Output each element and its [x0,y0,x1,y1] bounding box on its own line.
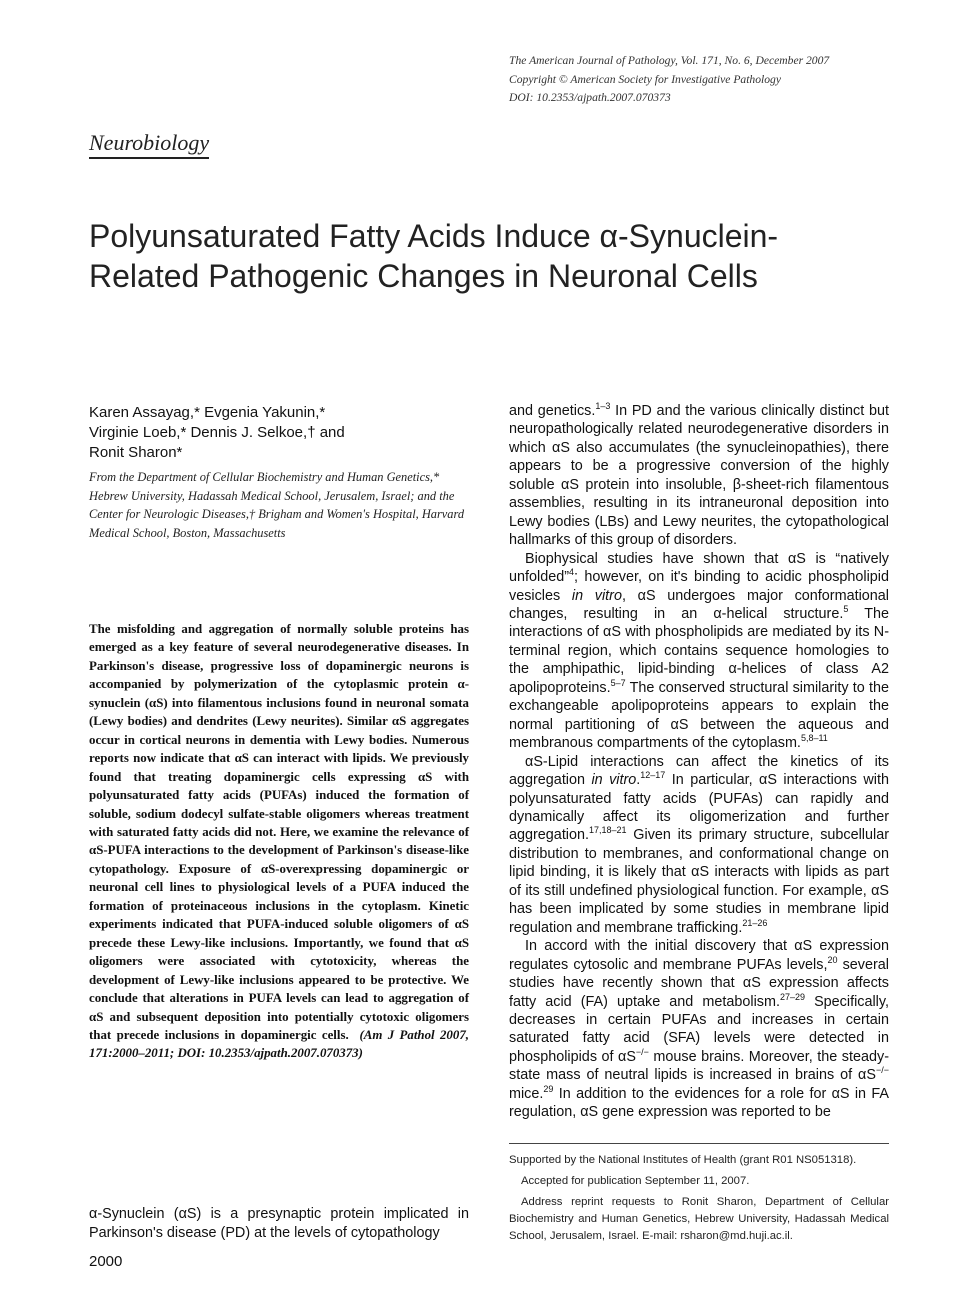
footnotes [509,1152,889,1249]
footnote-address: Address reprint requests to Ronit Sharon, Department of Cellular Biochemistry and Human Genetics, Hebrew University, Hadassah Medical School, Jerusalem, Israel. E-mail: rsharon@md.huji.ac.il. [509,1196,889,1242]
intro-paragraph: α-Synuclein (αS) is a presynaptic protein implicated in Parkinson's disease (PD) at the levels of cytopathology [89,1206,469,1241]
body-paragraph: and genetics.$^{1-3}$ In PD and the various clinically distinct but neuropathologically related neurodegenerative disorders in which αS also accumulates (the synucleinopathies), there appears to be a progressive conversion of the highly soluble αS protein into insoluble, β-sheet-rich filamentous assemblies, resulting in its intraneuronal deposition into Lewy bodies (LBs) and Lewy neurites, the cytopathological hallmarks of this group of disorders. [509,401,889,549]
journal-header [509,52,949,108]
body-paragraph: αS-Lipid interactions can affect the kinetics of its aggregation in vitro.$^{12-17}$ In particular, αS interactions with polyunsaturated fatty acids (PUFAs) can rapidly and dynamically affect its oligomerization and further aggregation.$^{17,18-21}$ Given its primary structure, subcellular distribution to membranes, and conformational change on lipid binding, it is likely that αS interacts with lipids as part of its still undefined physiological function. For example, αS has been implicated by some studies in membrane lipid regulation and membrane trafficking.$^{21-26}$ [509,753,889,936]
citation-superscript: 5–7 [610,678,626,688]
abstract [89,620,469,1063]
genotype-superscript: −/− [875,1065,889,1076]
article-title: Polyunsaturated Fatty Acids Induce α-Synuclein-Related Pathogenic Changes in Neuronal Cells [89,218,779,294]
body-paragraph: In accord with the initial discovery that αS expression regulates cytosolic and membrane PUFAs levels,$^{20}$ several studies have recently shown that αS expression affects fatty acid (FA) uptake and metabolism.$^{27-29}$ Specifically, decreases in certain PUFAs and increases in certain saturated fatty acid (SFA) levels were detected in phospholipids of αS−/− mouse brains. Moreover, the steady-state mass of neutral lipids is increased in brains of αS−/− mice.$^{29}$ In addition to the evidences for a role for αS in FA regulation, αS gene expression was reported to be [509,938,889,1121]
citation-superscript: 29 [543,1083,554,1094]
citation-superscript: 4 [569,567,575,578]
section-label: Neurobiology [89,130,209,159]
body-column-right [509,402,889,1122]
journal-copyright: Copyright © American Society for Investigative Pathology [509,72,781,86]
affiliation: From the Department of Cellular Biochemistry and Human Genetics,* Hebrew University, Hadassah Medical School, Jerusalem, Israel; and the Center for Neurologic Diseases,† Brigham and Women's Hospital, Harvard Medical School, Boston, Massachusetts [89,470,465,540]
author-line: Ronit Sharon* [89,444,183,461]
footnote-support: Supported by the National Institutes of Health (grant R01 NS051318). [509,1154,857,1166]
abstract-citation: (Am J Pathol 2007, 171:2000–2011; DOI: 10.2353/ajpath.2007.070373) [89,1027,469,1061]
page-number: 2000 [89,1253,123,1270]
footnote-accepted: Accepted for publication September 11, 2007. [521,1175,750,1187]
citation-superscript: 1–3 [595,401,611,412]
author-line: Karen Assayag,* Evgenia Yakunin,* [89,404,326,421]
abstract-text: The misfolding and aggregation of normally soluble proteins has emerged as a key feature of several neurodegenerative diseases. In Parkinson's disease, progressive loss of dopaminergic neurons is accompanied by polymerization of the cytoplasmic protein α-synuclein (αS) into filamentous inclusions found in neuronal somata (Lewy bodies) and dendrites (Lewy neurites). Similar αS aggregates occur in cortical neurons in dementia with Lewy bodies. Numerous reports now indicate that αS can interact with lipids. We previously found that treating dopaminergic cells expressing αS with polyunsaturated fatty acids (PUFAs) induced the formation of soluble, sodium dodecyl sulfate-stable oligomers whereas treatment with saturated fatty acids did not. Here, we examine the relevance of αS-PUFA interactions to the development of Parkinson's disease-like cytopathology. Exposure of αS-overexpressing dopaminergic or neuronal cell lines to physiological levels of a PUFA induced the formation of proteinaceous inclusions in the cytoplasm. Kinetic experiments indicated that PUFA-induced soluble oligomers of αS precede these Lewy-like inclusions. Importantly, we found that αS oligomers were associated with cytotoxicity, whereas the development of Lewy-like inclusions appeared to be protective. We conclude that alterations in PUFA levels can lead to aggregation of αS and subsequent deposition into potentially cytotoxic oligomers that precede inclusions in dopaminergic cells. [89,622,469,1042]
citation-superscript: 21–26 [742,917,768,928]
citation-superscript: 5,8–11 [800,733,828,744]
author-line: Virginie Loeb,* Dennis J. Selkoe,† and [89,424,345,441]
citation-superscript: 12–17 [640,770,666,781]
citation-superscript: 5 [843,604,849,615]
footnote-divider [509,1143,889,1144]
author-list [89,403,479,463]
citation-superscript: 17,18–21 [589,825,627,836]
genotype-superscript: −/− [635,1047,649,1058]
journal-doi: DOI: 10.2353/ajpath.2007.070373 [509,91,671,104]
citation-superscript: 27–29 [779,991,805,1002]
citation-superscript: 20 [827,954,838,965]
journal-citation: The American Journal of Pathology, Vol. 171, No. 6, December 2007 [509,54,830,67]
body-paragraph: Biophysical studies have shown that αS is “natively unfolded”$^4$; however, on it's binding to acidic phospholipid vesicles in vitro, αS undergoes major conformational changes, resulting in an α-helical structure.$^5$ The interactions of αS with phospholipids are mediated by its N-terminal region, which contains sequence homologies to the amphipathic, lipid-binding α-helices of class A2 apolipoproteins.$^{5-7}$ The conserved structural similarity to the exchangeable apolipoproteins appears to explain the normal partitioning of αS between the aqueous and membranous compartments of the cytoplasm.$^{5,8-11}$ [509,550,889,752]
